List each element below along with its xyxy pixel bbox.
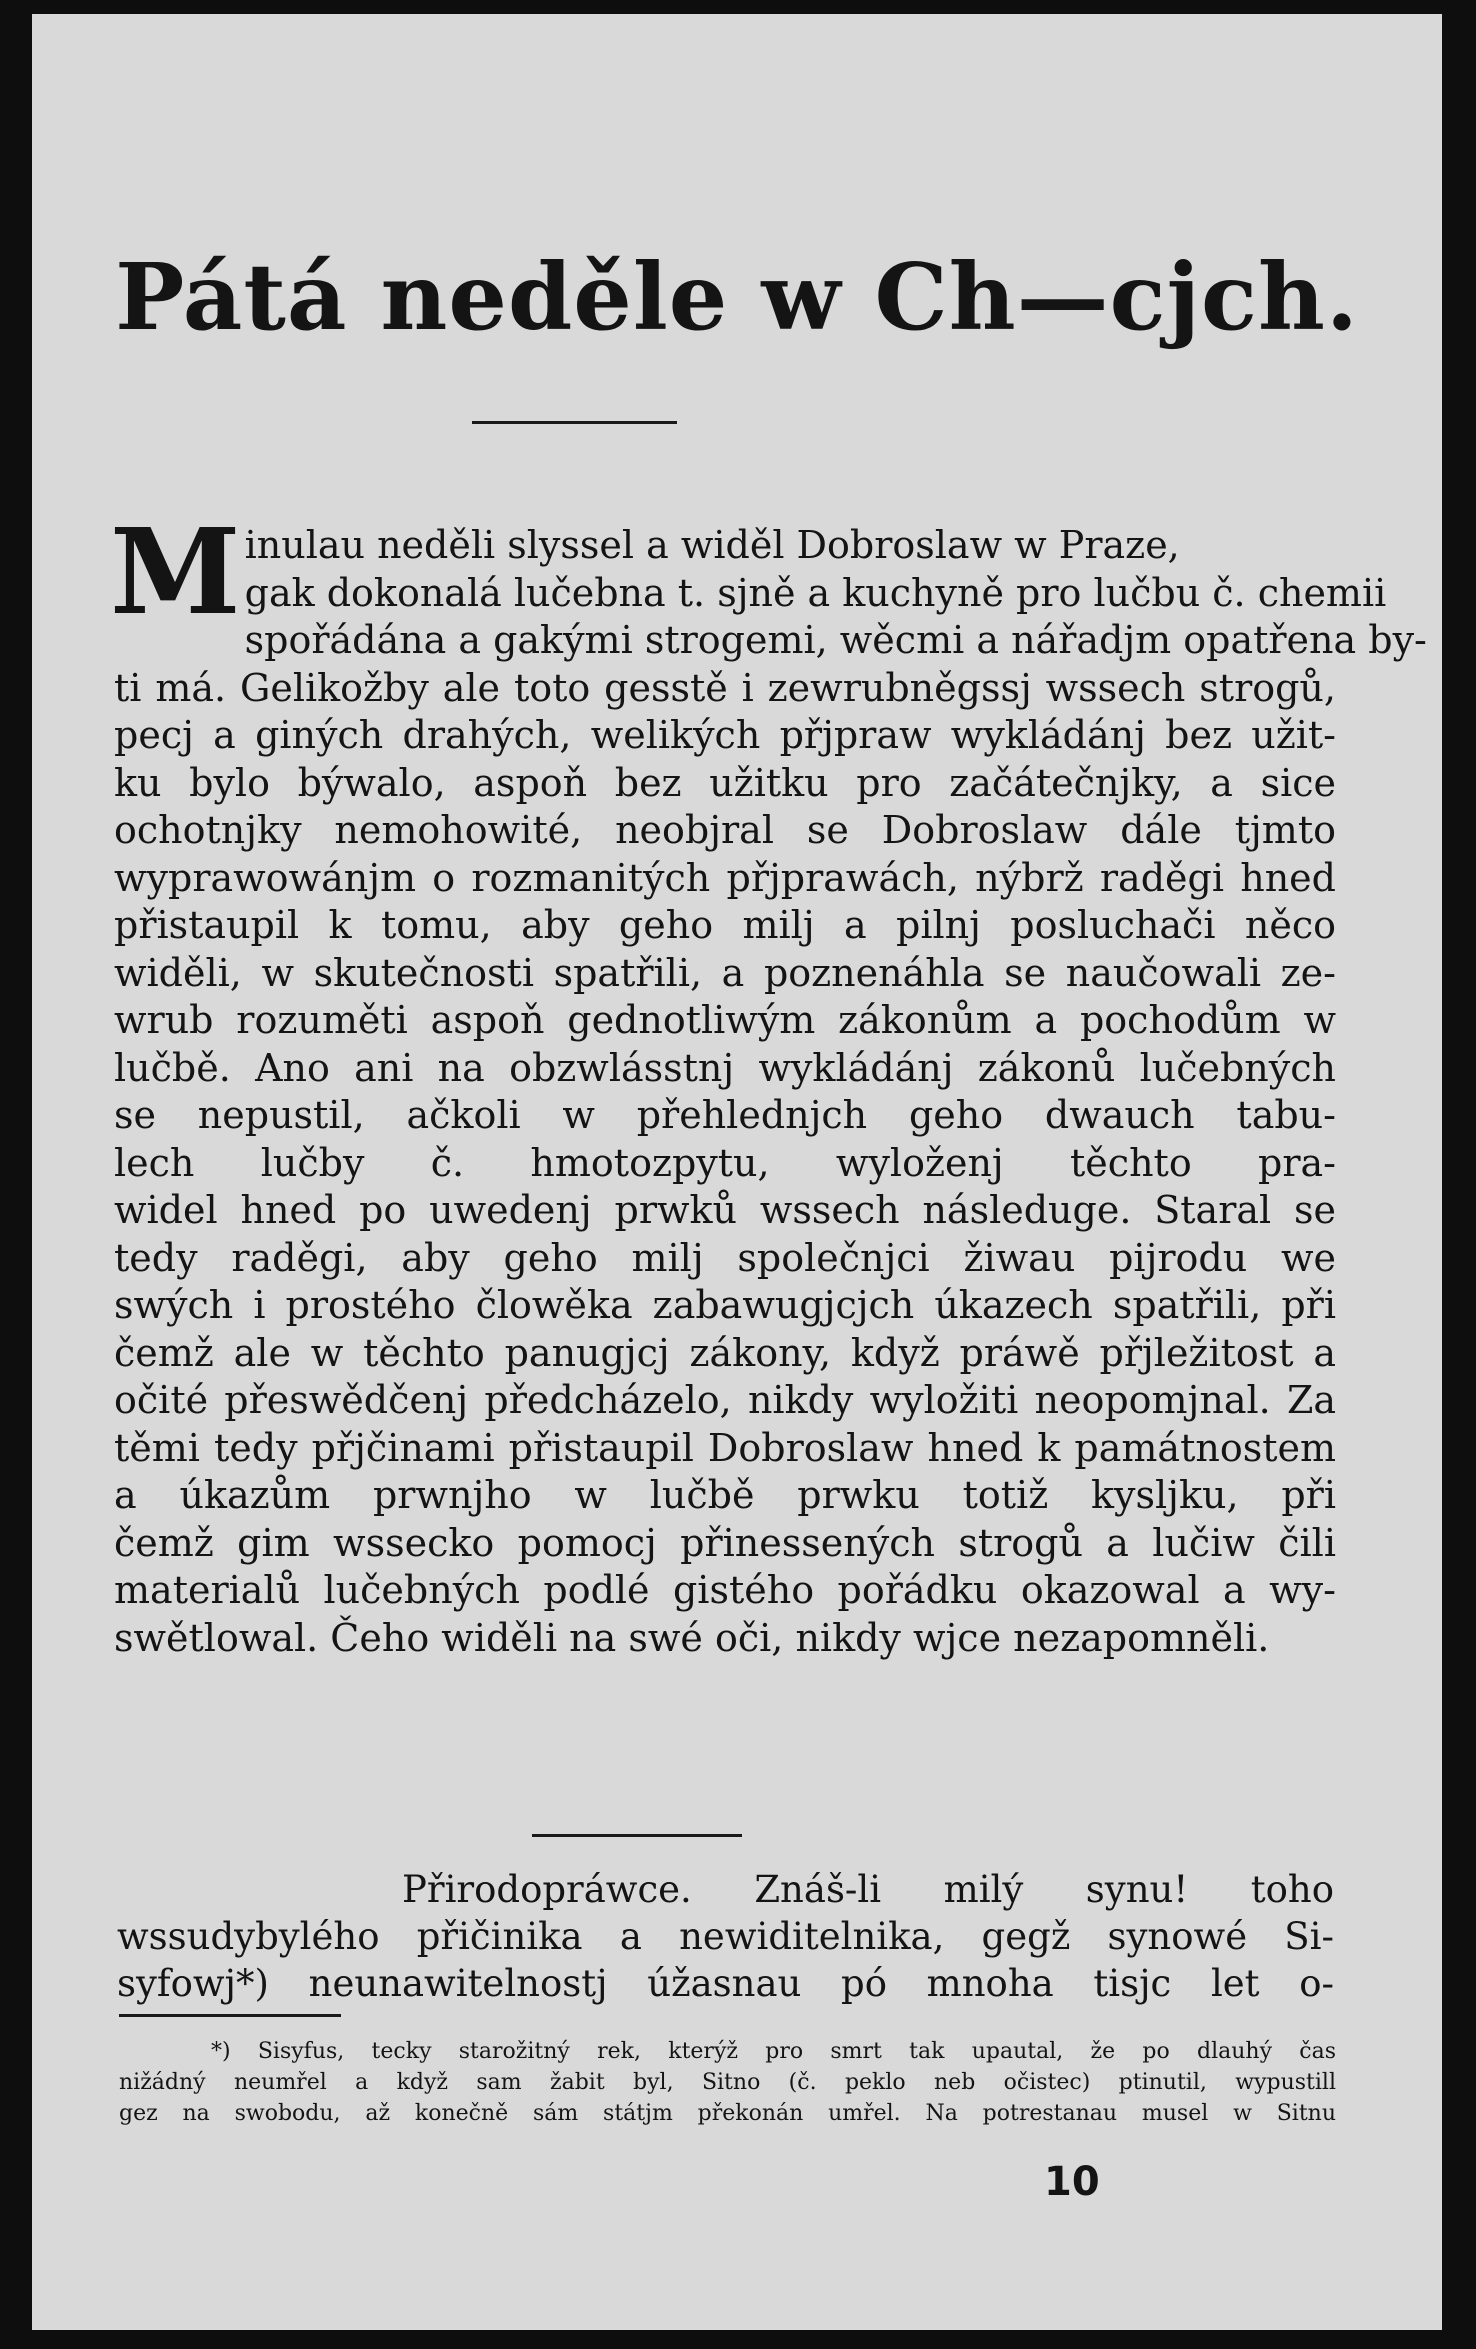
main-paragraph <box>110 502 1427 1662</box>
text-line: swých i prostého člowěka zabawugjcjch úkazech spatřili, při <box>114 1283 1336 1327</box>
text-line: ochotnjky nemohowité, neobjral se Dobroslaw dále tjmto <box>114 808 1336 852</box>
chapter-title: Pátá neděle w Ch—cjch. <box>115 243 1359 351</box>
text-line: přistaupil k tomu, aby geho milj a pilnj posluchači něco <box>114 903 1336 947</box>
section-rule <box>532 1834 742 1837</box>
footnote-line: gez na swobodu, až konečně sám státjm překonán umřel. Na potrestanau musel w Sitnu <box>119 2101 1336 2126</box>
text-line: čemž gim wssecko pomocj přinessených strogů a lučiw čili <box>114 1520 1336 1565</box>
text-line: wrub rozuměti aspoň gednotliwým zákonům a pochodům w <box>114 998 1336 1042</box>
text-line: lech lučby č. hmotozpytu, wyloženj těchto pra- <box>114 1140 1336 1185</box>
text-line: čemž ale w těchto panugjcj zákony, když práwě přjležitost a <box>114 1330 1336 1375</box>
footnote-rule <box>119 2014 341 2017</box>
text-line: wssudybylého přičinika a newiditelnika, gegž synowé Si- <box>117 1915 1334 1958</box>
text-line: ku bylo býwalo, aspoň bez užitku pro začátečnjky, a sice <box>114 760 1336 805</box>
footnote-line: *) Sisyfus, tecky starožitný rek, kterýž pro smrt tak upautal, že po dlauhý čas <box>211 2039 1336 2064</box>
text-line: těmi tedy přjčinami přistaupil Dobroslaw hned k památnostem <box>114 1425 1336 1470</box>
footnote-line: nižádný neumřel a když sam žabit byl, Sitno (č. peklo neb očistec) ptinutil, wypustill <box>119 2070 1336 2095</box>
book-page <box>32 14 1442 2330</box>
text-line: ti má. Gelikožby ale toto gesstě i zewrubněgssj wssech strogů, <box>114 665 1336 710</box>
text-line: materialů lučebných podlé gistého pořádku okazowal a wy- <box>114 1568 1336 1612</box>
title-rule <box>472 421 677 424</box>
text-line: Přirodopráwce. Znáš-li milý synu! toho <box>402 1868 1334 1911</box>
text-line: tedy raděgi, aby geho milj společnjci žiwau pijrodu we <box>114 1235 1336 1280</box>
text-line: se nepustil, ačkoli w přehlednjch geho dwauch tabu- <box>114 1093 1336 1137</box>
text-line: inulau neděli slyssel a widěl Dobroslaw w Praze, <box>244 523 1180 567</box>
text-line: widěli, w skutečnosti spatřili, a poznenáhla se naučowali ze- <box>114 950 1336 995</box>
second-paragraph <box>117 1866 1334 2007</box>
text-line: pecj a giných drahých, welikých přjpraw wykládánj bez užit- <box>114 713 1336 757</box>
text-line: swětlowal. Čeho widěli na swé oči, nikdy wjce nezapomněli. <box>114 1615 1270 1660</box>
text-line: syfowj*) neunawitelnostj úžasnau pó mnoha tisjc let o- <box>117 1962 1334 2005</box>
text-line: lučbě. Ano ani na obzwlásstnj wykládánj zákonů lučebných <box>114 1045 1336 1090</box>
dropcap-initial: M <box>110 502 241 641</box>
text-line: spořádána a gakými strogemi, wěcmi a nářadjm opatřena by- <box>244 618 1427 662</box>
page-number: 10 <box>1044 2159 1100 2205</box>
text-line: očité přeswědčenj předcházelo, nikdy wyložiti neopomjnal. Za <box>114 1378 1336 1422</box>
text-line: a úkazům prwnjho w lučbě prwku totiž kysljku, při <box>114 1473 1336 1517</box>
text-line: wyprawowánjm o rozmanitých přjprawách, nýbrž raděgi hned <box>114 855 1336 900</box>
text-line: gak dokonalá lučebna t. sjně a kuchyně pro lučbu č. chemii <box>244 570 1387 615</box>
footnote <box>119 2036 1336 2129</box>
text-line: widel hned po uwedenj prwků wssech následuge. Staral se <box>114 1188 1336 1232</box>
